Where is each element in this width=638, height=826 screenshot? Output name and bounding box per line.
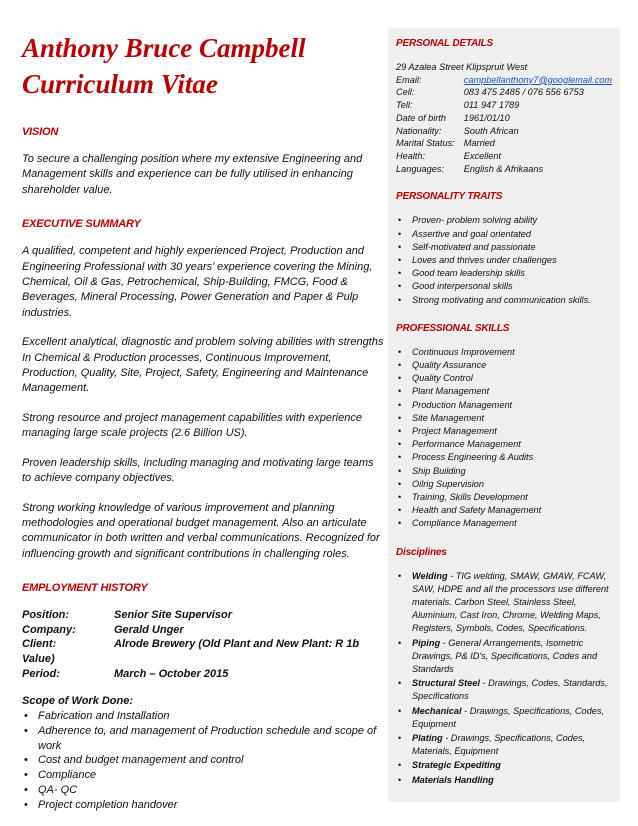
nationality-row <box>396 125 612 138</box>
cell-label: Cell: <box>396 87 415 98</box>
list-item <box>396 677 612 703</box>
discipline-name: Welding <box>412 570 448 581</box>
skills-list <box>396 346 612 531</box>
dob-label: Date of birth <box>396 112 447 123</box>
health-value: Excellent <box>463 150 502 161</box>
languages-row <box>396 163 612 176</box>
discipline-name: Strategic Expediting <box>412 760 501 771</box>
company-value: Gerald Unger <box>114 623 184 636</box>
personal-details-heading: PERSONAL DETAILS <box>396 38 493 49</box>
health-label: Health: <box>396 150 426 161</box>
main-column <box>22 28 384 813</box>
list-item: • Health and Safety Management <box>396 504 612 517</box>
list-item: • Quality Control <box>396 372 612 385</box>
list-item <box>396 759 612 772</box>
address: 29 Azalea Street Klipspruit West <box>396 62 528 72</box>
summary-paragraph: A qualified, competent and highly experienced Project, Production and Engineering Professional with 30 years’ experience covering the Mining, Chemical, Oil & Gas, Petrochemical, Ship-Building, FMCG, Food & Beverages, Mineral Processing, Power Generation and Paper & Pulp industries. <box>22 245 373 319</box>
scope-list <box>22 709 384 813</box>
email-row <box>396 74 612 87</box>
marital-row <box>396 137 612 150</box>
list-item: • Compliance <box>22 768 384 783</box>
list-item: • Compliance Management <box>396 517 612 530</box>
list-item: • Training, Skills Development <box>396 491 612 504</box>
executive-summary-heading: EXECUTIVE SUMMARY <box>22 218 141 231</box>
list-item: • Assertive and goal orientated <box>396 228 612 241</box>
list-item: • Self-motivated and passionate <box>396 241 612 254</box>
list-item: • Process Engineering & Audits <box>396 451 612 464</box>
discipline-detail: - Drawings, Specifications, Codes, Materials, Equipment <box>412 733 586 757</box>
client-label: Client: <box>22 638 57 651</box>
tell-value: 011 947 1789 <box>463 100 520 111</box>
languages-label: Languages: <box>396 163 445 174</box>
list-item: • Plant Management <box>396 385 612 398</box>
nationality-label: Nationality: <box>396 125 442 136</box>
list-item <box>396 732 612 758</box>
discipline-name: Materials Handling <box>412 774 494 785</box>
position-value: Senior Site Supervisor <box>114 609 232 622</box>
vision-heading: VISION <box>22 126 59 138</box>
period-label: Period: <box>22 667 60 680</box>
list-item: • Good team leadership skills <box>396 267 612 280</box>
list-item: • Project completion handover <box>22 798 384 813</box>
discipline-detail: - General Arrangements, Isometric Drawings, P& ID's, Specifications, Codes and Standards <box>412 637 598 675</box>
position-label: Position: <box>22 609 70 622</box>
professional-skills-heading: PROFESSIONAL SKILLS <box>396 322 510 334</box>
list-item: • Project Management <box>396 425 612 438</box>
traits-list <box>396 214 612 306</box>
employment-history-heading: EMPLOYMENT HISTORY <box>22 582 148 595</box>
candidate-name: Anthony Bruce Campbell <box>22 33 306 63</box>
list-item: • Fabrication and Installation <box>22 709 384 724</box>
email-link[interactable]: campbellanthony7@googlemail.com <box>463 74 612 85</box>
cell-row <box>396 86 612 99</box>
list-item: • Loves and thrives under challenges <box>396 254 612 267</box>
list-item: • Proven- problem solving ability <box>396 214 612 227</box>
list-item <box>396 637 612 677</box>
list-item: • Oilrig Supervision <box>396 478 612 491</box>
languages-value: English & Afrikaans <box>463 163 544 174</box>
personal-details-table <box>396 74 612 176</box>
scope-heading: Scope of Work Done: <box>22 695 134 708</box>
discipline-name: Plating <box>412 733 443 744</box>
list-item: • Site Management <box>396 412 612 425</box>
sidebar <box>388 28 620 802</box>
company-label: Company: <box>22 623 76 636</box>
list-item: • Production Management <box>396 399 612 412</box>
list-item: • Performance Management <box>396 438 612 451</box>
discipline-name: Structural Steel <box>412 678 480 689</box>
disciplines-list <box>396 570 612 787</box>
period-row <box>22 667 384 682</box>
list-item: • Strong motivating and communication skills. <box>396 294 612 307</box>
summary-paragraph: Excellent analytical, diagnostic and problem solving abilities with strengths In Chemical & Production processes, Continuous Improvement, Production, Quality, Site, Project, Safety, Engineering and Maintenance Management. <box>22 336 384 395</box>
list-item: • Quality Assurance <box>396 359 612 372</box>
list-item <box>396 774 612 787</box>
marital-value: Married <box>463 138 495 149</box>
email-label: Email: <box>396 74 422 85</box>
client-value: Alrode Brewery (Old Plant and New Plant: R 1b Value) <box>22 638 360 665</box>
tell-label: Tell: <box>396 100 413 111</box>
list-item: • Good interpersonal skills <box>396 280 612 293</box>
disciplines-heading: Disciplines <box>396 546 447 558</box>
company-row <box>22 623 384 638</box>
list-item: • QA- QC <box>22 783 384 798</box>
summary-paragraph: Proven leadership skills, including managing and motivating large teams to achieve company objectives. <box>22 456 374 485</box>
tell-row <box>396 99 612 112</box>
document-title: Curriculum Vitae <box>22 69 218 99</box>
discipline-name: Piping <box>412 637 441 648</box>
marital-label: Marital Status: <box>396 138 455 149</box>
list-item: • Cost and budget management and control <box>22 753 384 768</box>
summary-paragraph: Strong resource and project management capabilities with experience managing large scale projects (2.6 Billion US). <box>22 411 362 440</box>
position-row <box>22 608 384 623</box>
employment-details <box>22 608 384 681</box>
list-item: • Ship Building <box>396 465 612 478</box>
list-item: • Adherence to, and management of Production schedule and scope of work <box>22 724 384 754</box>
discipline-name: Mechanical <box>412 705 462 716</box>
client-row <box>22 637 384 666</box>
summary-paragraph: Strong working knowledge of various improvement and planning methodologies and operational budget management. Also an articulate communicator in both written and verbal communications. Recognized for influencing growth and significant contributions in challenging roles. <box>22 501 380 560</box>
list-item <box>396 570 612 636</box>
dob-value: 1961/01/10 <box>463 112 510 123</box>
discipline-detail: - TIG welding, SMAW, GMAW, FCAW, SAW, HDPE and all the processors use different materials. Carbon Steel, Stainless Steel, Aluminium, Cast Iron, Chrome, Welding Maps, Registers, Symbols, Codes, Specifications. <box>412 570 609 634</box>
period-value: March – October 2015 <box>114 667 229 680</box>
discipline-detail: - Drawings, Specifications, Codes, Equipment <box>412 705 604 729</box>
vision-text: To secure a challenging position where my extensive Engineering and Management skills and experience can be fully utilised in enhancing shareholder value. <box>22 153 363 196</box>
discipline-detail: - Drawings, Codes, Standards, Specifications <box>412 678 608 702</box>
health-row <box>396 150 612 163</box>
nationality-value: South African <box>463 125 519 136</box>
list-item <box>396 705 612 731</box>
dob-row <box>396 112 612 125</box>
personality-traits-heading: PERSONALITY TRAITS <box>396 191 503 203</box>
list-item: • Continuous Improvement <box>396 346 612 359</box>
cell-value: 083 475 2485 / 076 556 6753 <box>463 87 584 98</box>
